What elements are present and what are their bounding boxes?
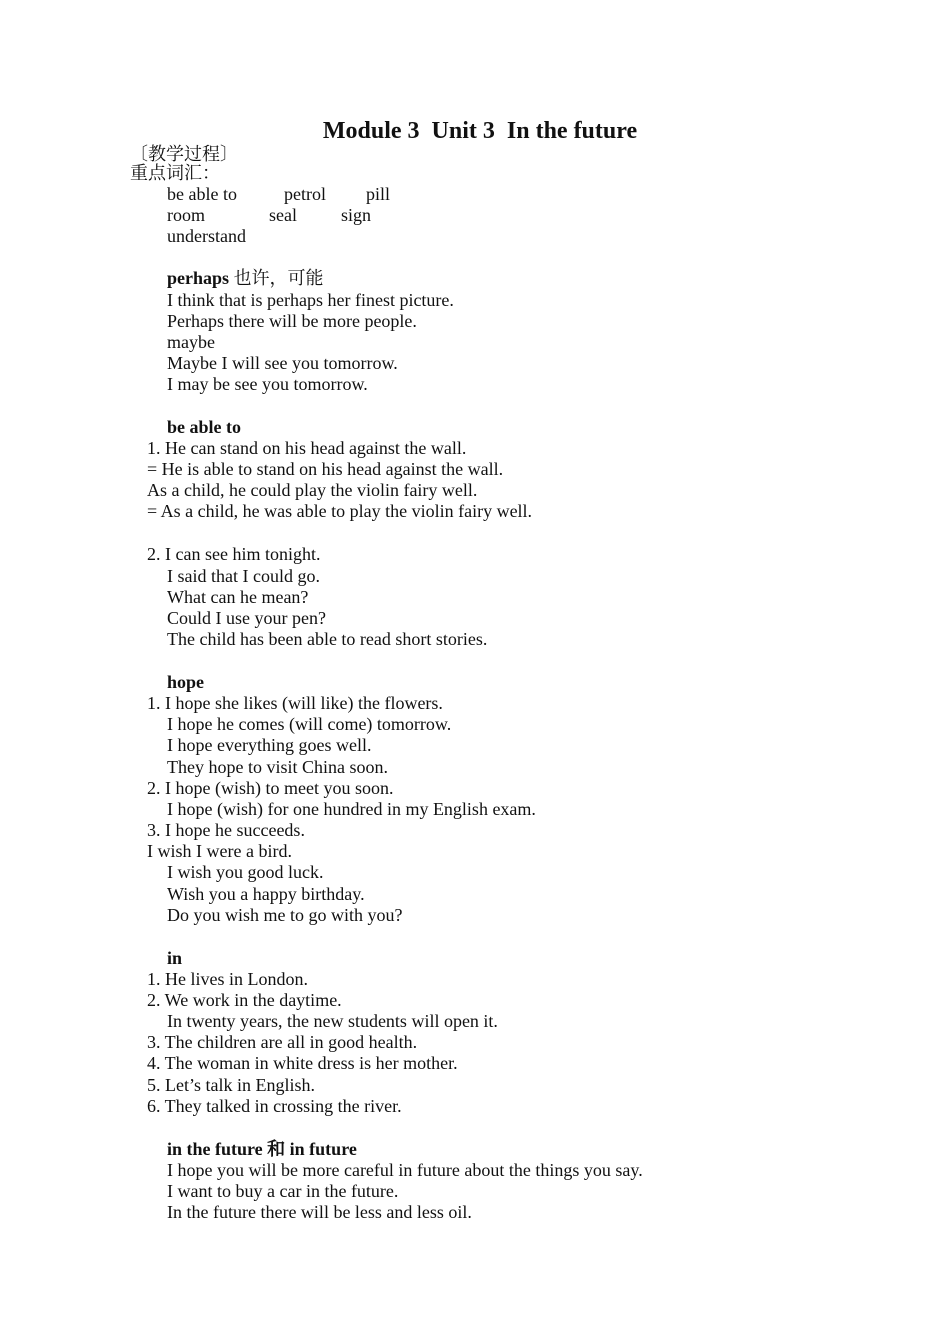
example-line: I wish I were a bird. xyxy=(147,841,292,861)
teaching-process-label: 〔教学过程〕 xyxy=(130,144,238,164)
example-line: I hope everything goes well. xyxy=(167,735,372,755)
example-line: Wish you a happy birthday. xyxy=(167,884,365,904)
vocab-item: be able to xyxy=(167,184,237,204)
example-line: = As a child, he was able to play the violin fairy well. xyxy=(147,501,533,521)
example-line: In the future there will be less and less oil. xyxy=(167,1202,472,1222)
example-line: They hope to visit China soon. xyxy=(167,757,388,777)
example-line: I think that is perhaps her finest picture. xyxy=(167,290,454,310)
example-line: Maybe I will see you tomorrow. xyxy=(167,353,398,373)
example-line: 1. He can stand on his head against the wall. xyxy=(147,438,467,458)
example-line: 5. Let’s talk in English. xyxy=(147,1075,315,1095)
page-title: Module 3 Unit 3 In the future xyxy=(322,118,638,144)
section-heading: hope xyxy=(167,672,205,692)
vocab-item: sign xyxy=(341,205,372,225)
vocab-item: pill xyxy=(366,184,391,204)
example-line: I want to buy a car in the future. xyxy=(167,1181,399,1201)
example-line: I hope (wish) for one hundred in my English exam. xyxy=(167,799,536,819)
example-line: What can he mean? xyxy=(167,587,309,607)
example-line: 1. He lives in London. xyxy=(147,969,308,989)
vocab-item: petrol xyxy=(284,184,326,204)
example-line: Do you wish me to go with you? xyxy=(167,905,403,925)
example-line: 2. We work in the daytime. xyxy=(147,990,342,1010)
example-line: 4. The woman in white dress is her mother. xyxy=(147,1053,458,1073)
example-line: Could I use your pen? xyxy=(167,608,326,628)
section-heading xyxy=(167,268,324,289)
example-line: I may be see you tomorrow. xyxy=(167,374,368,394)
example-line: As a child, he could play the violin fairy well. xyxy=(147,480,478,500)
example-line: In twenty years, the new students will open it. xyxy=(167,1011,498,1031)
example-line: I hope he comes (will come) tomorrow. xyxy=(167,714,452,734)
section-heading: in the future 和 in future xyxy=(167,1139,357,1159)
vocab-item: understand xyxy=(167,226,246,246)
example-line: 1. I hope she likes (will like) the flowers. xyxy=(147,693,443,713)
example-line: I wish you good luck. xyxy=(167,862,324,882)
section-heading: be able to xyxy=(167,417,241,437)
heading-word: perhaps xyxy=(167,268,230,288)
example-line: 2. I can see him tonight. xyxy=(147,544,321,564)
example-line: maybe xyxy=(167,332,215,352)
example-line: 3. I hope he succeeds. xyxy=(147,820,305,840)
vocab-item: seal xyxy=(269,205,297,225)
example-line: Perhaps there will be more people. xyxy=(167,311,417,331)
heading-meaning: 也许，可能 xyxy=(229,268,324,288)
vocab-item: room xyxy=(167,205,205,225)
example-line: 2. I hope (wish) to meet you soon. xyxy=(147,778,394,798)
section-heading: in xyxy=(167,948,183,968)
example-line: I hope you will be more careful in future about the things you say. xyxy=(167,1160,643,1180)
example-line: 6. They talked in crossing the river. xyxy=(147,1096,402,1116)
example-line: 3. The children are all in good health. xyxy=(147,1032,418,1052)
key-vocabulary-label: 重点词汇： xyxy=(130,163,220,183)
example-line: = He is able to stand on his head against the wall. xyxy=(147,459,504,479)
example-line: I said that I could go. xyxy=(167,566,320,586)
example-line: The child has been able to read short stories. xyxy=(167,629,488,649)
